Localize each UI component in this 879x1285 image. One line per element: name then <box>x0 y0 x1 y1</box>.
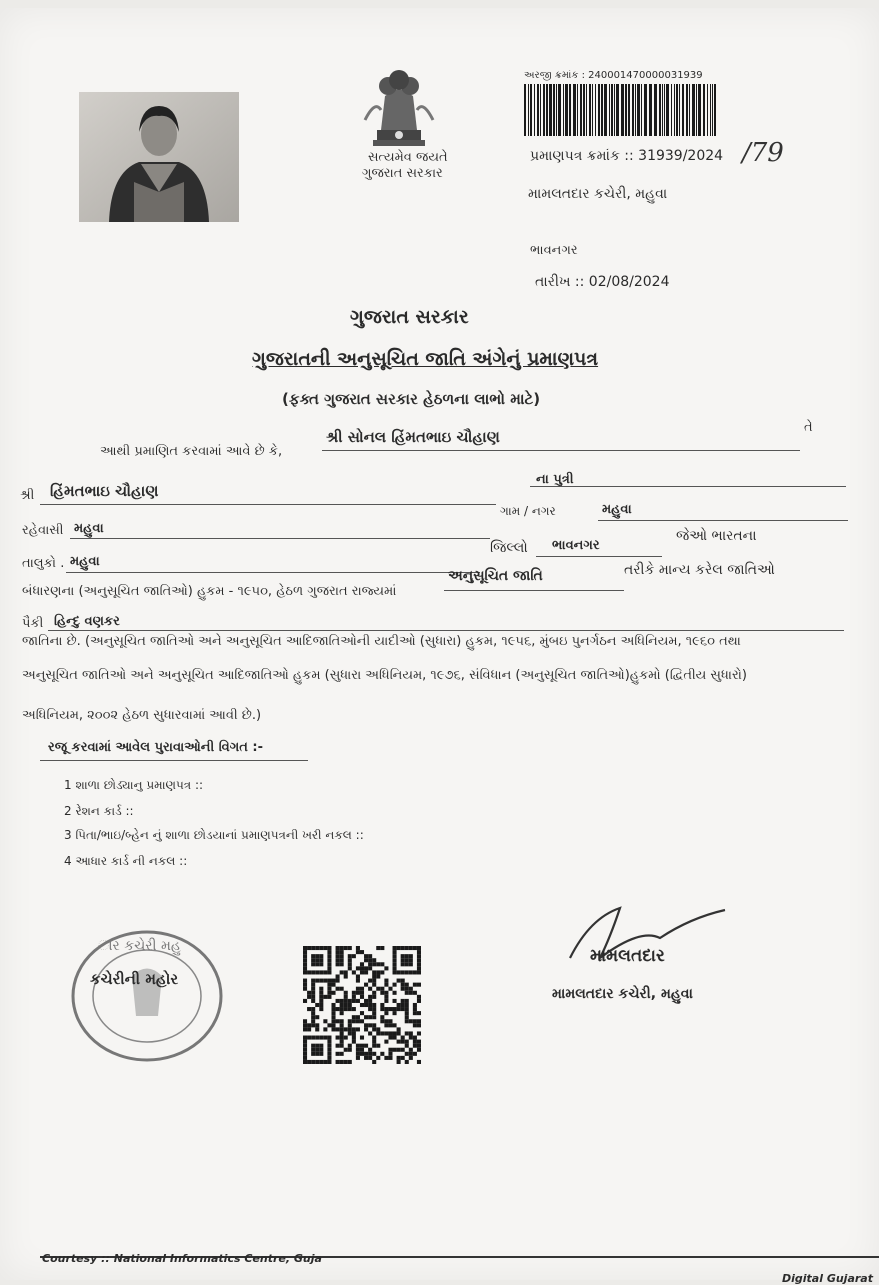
seal-label: કચેરીની મહોર <box>90 970 179 988</box>
certificate-title: ગુજરાતની અનુસૂચિત જાતિ અંગેનું પ્રમાણપત્ર <box>252 348 599 370</box>
category-value: અનુસૂચિત જાતિ <box>448 568 543 584</box>
na-putri-text: ના પુત્રી <box>536 472 574 487</box>
jeo-text: જેઓ ભારતના <box>676 528 757 544</box>
applicant-name: શ્રી સોનલ હિંમતભાઇ ચૌહાણ <box>326 428 500 446</box>
evidence-item: 4 આધાર કાર્ડ ની નકલ :: <box>64 854 188 868</box>
emblem-caption-2: ગુજરાત સરકાર <box>362 166 443 181</box>
resident-underline <box>70 538 490 539</box>
gam-value: મહુવા <box>602 502 632 517</box>
evidence-item: 1 શાળા છોડ્યાનુ પ્રમાણપત્ર :: <box>64 778 204 792</box>
application-number: અરજી ક્રમાંક : 240001470000031939 <box>524 70 703 81</box>
paiki-text: પૈકી <box>22 616 44 631</box>
footer-courtesy: Courtesy :: National Informatics Centre, Guja <box>42 1252 322 1265</box>
office-seal-stamp <box>68 926 226 1066</box>
date-row <box>535 274 670 290</box>
certificate-handwritten-suffix: /79 <box>742 138 784 168</box>
jillo-label: જિલ્લો <box>490 540 528 556</box>
taluka-value: મહુવા <box>70 554 100 569</box>
evidence-heading: રજૂ કરવામાં આવેલ પુરાવાઓની વિગત :- <box>48 740 263 755</box>
qr-code <box>303 946 421 1064</box>
paragraph-line-3: અધિનિયમ, ૨૦૦૨ હેઠળ સુધારવામાં આવી છે.) <box>22 708 262 723</box>
father-name: હિંમતભાઇ ચૌહાણ <box>50 482 159 500</box>
shri-text: શ્રી <box>20 488 35 503</box>
footer-digital-gujarat: Digital Gujarat <box>782 1272 873 1285</box>
date-label: તારીખ <box>535 274 571 290</box>
evidence-item: 3 પિતા/ભાઇ/બ્હેન નું શાળા છોડયાનાં પ્રમાણપત્રની ખરી નકલ :: <box>64 828 364 842</box>
resident-label: રહેવાસી <box>22 523 64 538</box>
svg-text:ાર કચેરી મહુ: ાર કચેરી મહુ <box>98 938 181 954</box>
certificate-number-row <box>530 148 723 164</box>
taluka-label: તાલુકો . <box>22 556 65 571</box>
putri-underline <box>530 486 846 487</box>
issuing-office: મામલતદાર કચેરી, મહુવા <box>528 186 668 202</box>
gam-label: ગામ / નગર <box>500 504 556 518</box>
te-text: તે <box>804 420 813 435</box>
applicant-photo <box>79 92 239 222</box>
government-title: ગુજરાત સરકાર <box>350 306 469 328</box>
taluka-underline <box>66 572 480 573</box>
evidence-heading-underline <box>40 760 308 761</box>
paragraph-line-2: અનુસૂચિત જાતિઓ અને અનુસૂચિત આદિજાતિઓ હુકમ (સુધારા અધિનિયમ, ૧૯૭૬, સંવિધાન (અનુસૂચિત જાતિઓ)હુકમો (દ્વિતીય સુધારો) <box>22 668 747 683</box>
emblem-caption-1: સત્યમેવ જયતે <box>368 150 448 165</box>
certificate-number-value: :: 31939/2024 <box>624 148 724 164</box>
paragraph-line-1: જાતિના છે. (અનુસૂચિત જાતિઓ અને અનુસૂચિત આદિજાતિઓની યાદીઓ (સુધારા) હુકમ, ૧૯૫૬, મુંબઇ પુનર્ગઠન અધિનિયમ, ૧૯૬૦ તથા <box>22 634 741 649</box>
gam-underline <box>598 520 848 521</box>
caste-underline <box>48 630 844 631</box>
certificate-sheet <box>0 8 879 1285</box>
signatory-designation: મામલતદાર <box>590 946 665 966</box>
certificate-number-label: પ્રમાણપત્ર ક્રમાંક <box>530 148 620 164</box>
signatory-office: મામલતદાર કચેરી, મહુવા <box>552 986 693 1002</box>
recognized-text: તરીકે માન્ય કરેલ જાતિઓ <box>624 562 775 578</box>
date-value: :: 02/08/2024 <box>574 274 670 290</box>
constitution-text: બંધારણના (અનુસૂચિત જાતિઓ) હુકમ - ૧૯૫૦, હેઠળ ગુજરાત રાજ્યમાં <box>22 584 397 599</box>
name-underline <box>322 450 800 451</box>
caste-value: હિન્દુ વણકર <box>54 614 120 629</box>
state-emblem-icon <box>355 60 443 152</box>
resident-value: મહુવા <box>74 521 104 536</box>
intro-text: આથી પ્રમાણિત કરવામાં આવે છે કે, <box>100 444 283 459</box>
evidence-item: 2 રેશન કાર્ડ :: <box>64 804 134 818</box>
jillo-underline <box>536 556 662 557</box>
father-underline <box>40 504 496 505</box>
category-underline <box>444 590 624 591</box>
barcode <box>524 84 720 136</box>
certificate-subtitle: (ફક્ત ગુજરાત સરકાર હેઠળના લાભો માટે) <box>282 390 541 408</box>
jillo-value: ભાવનગર <box>552 538 600 553</box>
district-name: ભાવનગર <box>530 243 578 258</box>
